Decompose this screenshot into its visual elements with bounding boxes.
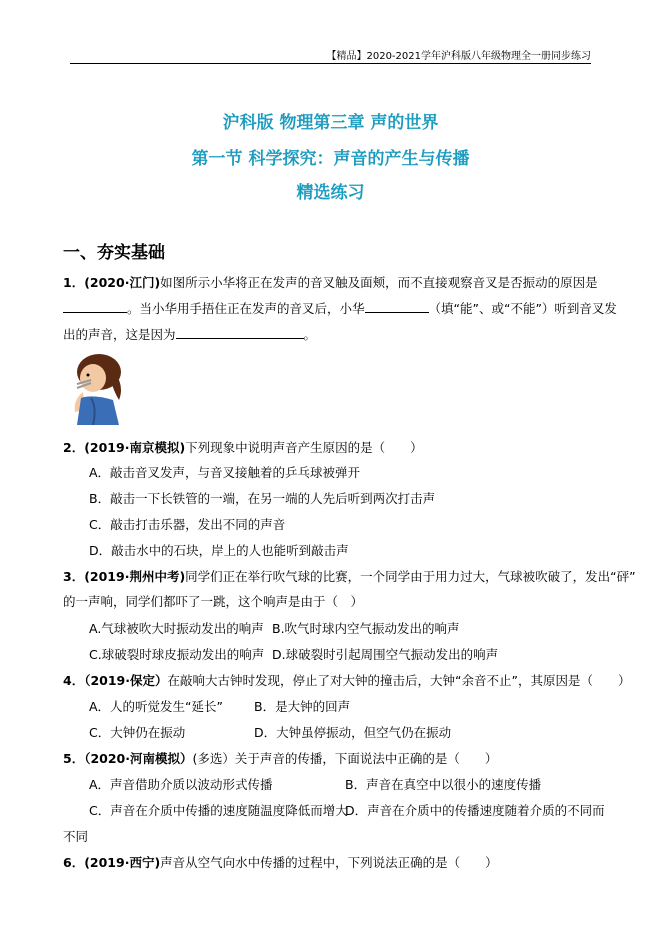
q6-text: 声音从空气向水中传播的过程中，下列说法正确的是（ ） [160, 855, 498, 870]
q5-option-c[interactable]: C．声音在介质中传播的速度随温度降低而增大 [89, 803, 348, 818]
q3-option-a[interactable]: A.气球被吹大时振动发出的响声 [89, 621, 264, 636]
q2-number: 2．(2019·南京模拟) [63, 440, 186, 455]
section-heading: 一、夯实基础 [63, 243, 165, 263]
q5-option-d-cont: 不同 [63, 829, 89, 844]
q5-stem [63, 749, 497, 767]
exercise-title: 精选练习 [296, 183, 365, 203]
q1-number: 1．(2020·江门) [63, 275, 161, 290]
q1-blank2[interactable] [365, 300, 429, 313]
page-header: 【精品】2020-2021学年沪科版八年级物理全一册同步练习 [70, 47, 591, 64]
q5-number: 5．（2020·河南模拟） [63, 751, 193, 766]
q3-option-c[interactable]: C.球破裂时球皮振动发出的响声 [89, 647, 265, 662]
q1-text3a: 出的声音，这是因为 [63, 327, 176, 342]
q5-option-b[interactable]: B．声音在真空中以很小的速度传播 [345, 777, 542, 792]
chapter-title: 沪科版 物理第三章 声的世界 [222, 113, 439, 133]
q3-option-b[interactable]: B.吹气时球内空气振动发出的响声 [272, 621, 460, 636]
q2-option-b[interactable]: B．敲击一下长铁管的一端，在另一端的人先后听到两次打击声 [89, 491, 436, 506]
girl-tuning-fork-illustration [63, 350, 128, 425]
q3-option-d[interactable]: D.球破裂时引起周围空气振动发出的响声 [272, 647, 499, 662]
q2-option-c[interactable]: C．敲击打击乐器，发出不同的声音 [89, 517, 286, 532]
q6-stem [63, 853, 498, 871]
q2-stem [63, 438, 423, 456]
q4-number: 4．（2019·保定） [63, 673, 168, 688]
q5-option-d[interactable]: D．声音在介质中的传播速度随着介质的不同而 [345, 803, 605, 818]
section-title: 第一节 科学探究：声音的产生与传播 [191, 149, 470, 169]
q4-option-b[interactable]: B．是大钟的回声 [254, 699, 351, 714]
q1-line2 [63, 299, 617, 317]
q1-line3 [63, 325, 316, 343]
q3-line1 [63, 567, 636, 585]
q5-option-a[interactable]: A．声音借助介质以波动形式传播 [89, 777, 273, 792]
q3-line2: 的一声响，同学们都吓了一跳，这个响声是由于（ ） [63, 594, 364, 609]
q1-line1 [63, 273, 598, 291]
q1-text1: 如图所示小华将正在发声的音叉触及面颊，而不直接观察音叉是否振动的原因是 [160, 275, 598, 290]
q2-option-d[interactable]: D．敲击水中的石块，岸上的人也能听到敲击声 [89, 543, 349, 558]
q6-number: 6．(2019·西宁) [63, 855, 161, 870]
q1-text2a: 。当小华用手捂住正在发声的音叉后，小华 [127, 301, 365, 316]
q5-text: (多选）关于声音的传播，下面说法中正确的是（ ） [192, 751, 498, 766]
q1-text2b: （填“能”、或“不能”）听到音叉发 [428, 301, 617, 316]
q4-option-d[interactable]: D．大钟虽停振动，但空气仍在振动 [254, 725, 452, 740]
q4-stem [63, 671, 630, 689]
q4-option-a[interactable]: A．人的听觉发生“延长” [89, 699, 224, 714]
q4-text: 在敲响大古钟时发现，停止了对大钟的撞击后，大钟“余音不止”，其原因是（ ） [167, 673, 631, 688]
q2-text: 下列现象中说明声音产生原因的是（ ） [185, 440, 423, 455]
q1-blank1[interactable] [63, 300, 127, 313]
q4-option-c[interactable]: C．大钟仍在振动 [89, 725, 186, 740]
q1-text3b: 。 [303, 327, 317, 342]
q3-text1: 同学们正在举行吹气球的比赛，一个同学由于用力过大，气球被吹破了，发出“砰” [185, 569, 636, 584]
q1-blank3[interactable] [176, 326, 304, 339]
q2-option-a[interactable]: A．敲击音叉发声，与音叉接触着的乒乓球被弹开 [89, 465, 361, 480]
q3-number: 3．(2019·荆州中考) [63, 569, 186, 584]
